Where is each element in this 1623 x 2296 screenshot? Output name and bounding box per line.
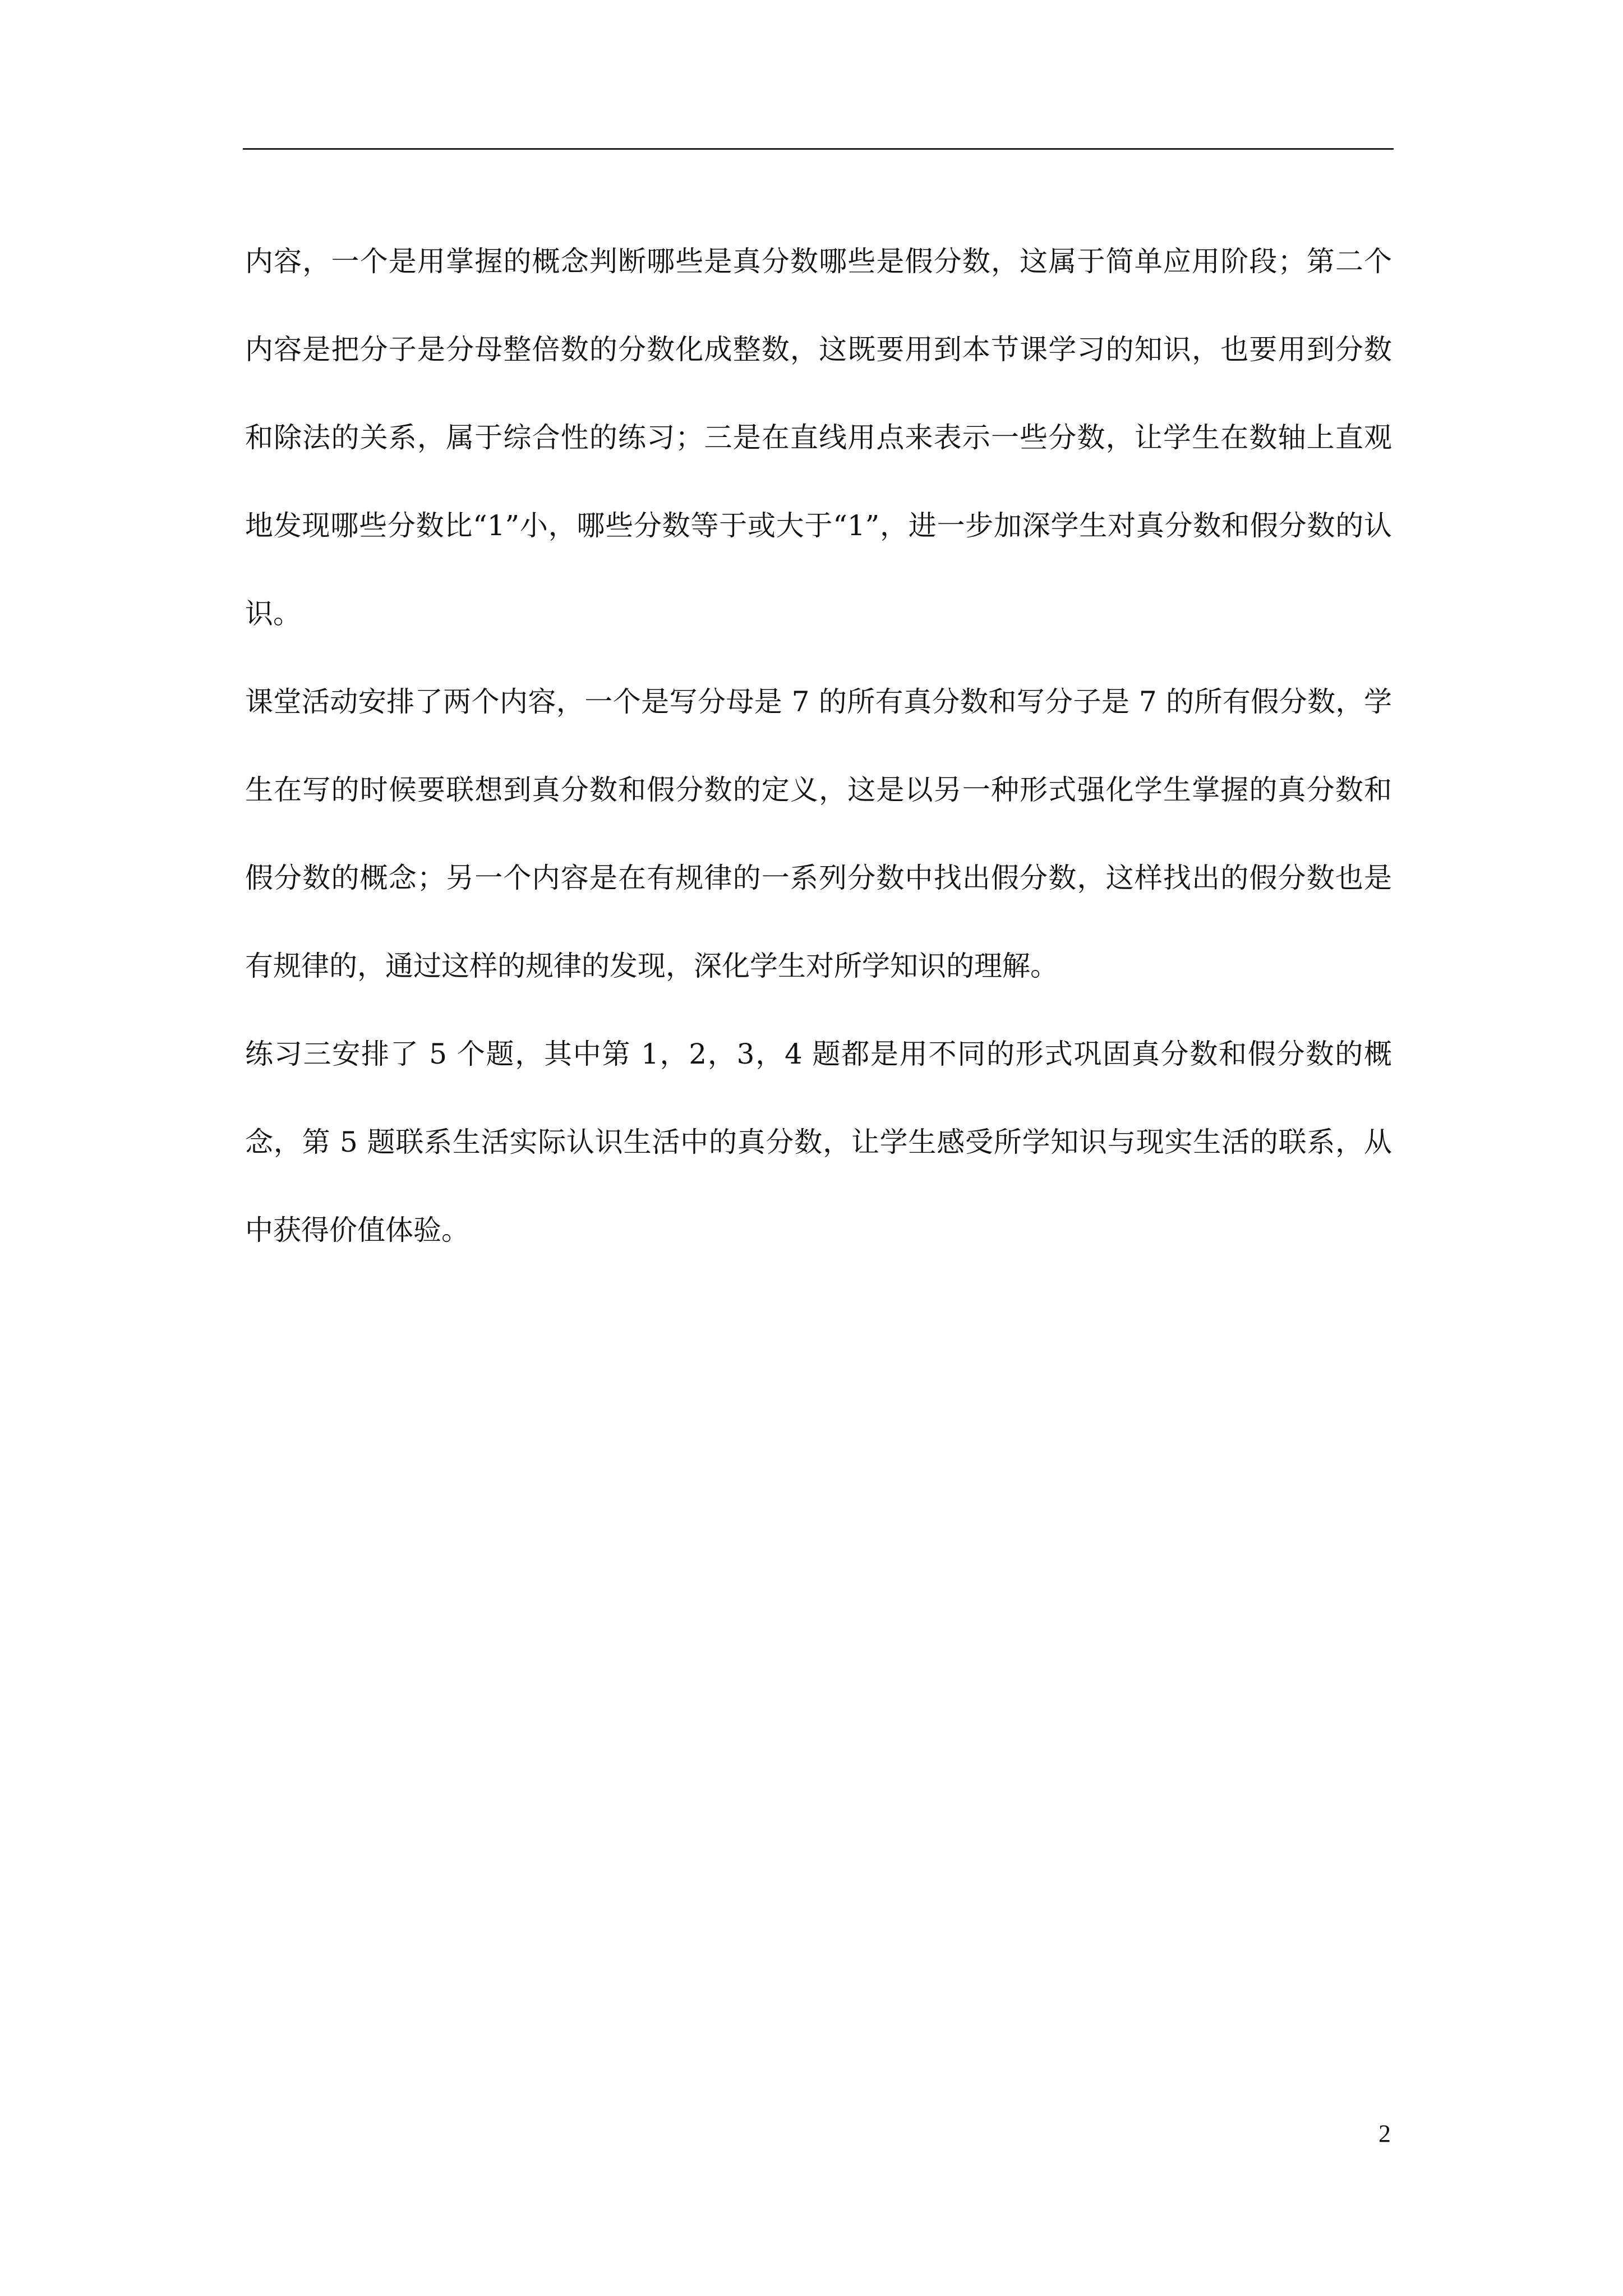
page-number: 2	[1378, 2120, 1391, 2147]
paragraph-classroom-activity: 课堂活动安排了两个内容，一个是写分母是 7 的所有真分数和写分子是 7 的所有假分数，学生在写的时候要联想到真分数和假分数的定义，这是以另一种形式强化学生掌握的真分数和假分数的概念；另一个内容是在有规律的一系列分数中找出假分数，这样找出的假分数也是有规律的，通过这样的规律的发现，深化学生对所学知识的理解。	[245, 685, 1392, 982]
header-rule	[243, 148, 1394, 150]
document-body	[245, 218, 1392, 1274]
paragraph-textbook-exercises: 内容，一个是用掌握的概念判断哪些是真分数哪些是假分数，这属于简单应用阶段；第二个内容是把分子是分母整倍数的分数化成整数，这既要用到本节课学习的知识，也要用到分数和除法的关系，属于综合性的练习；三是在直线用点来表示一些分数，让学生在数轴上直观地发现哪些分数比“1”小，哪些分数等于或大于“1”，进一步加深学生对真分数和假分数的认识。	[245, 245, 1392, 630]
paragraph-exercise-three: 练习三安排了 5 个题，其中第 1，2，3，4 题都是用不同的形式巩固真分数和假分数的概念，第 5 题联系生活实际认识生活中的真分数，让学生感受所学知识与现实生活的联系，从中获得价值体验。	[245, 1038, 1392, 1246]
